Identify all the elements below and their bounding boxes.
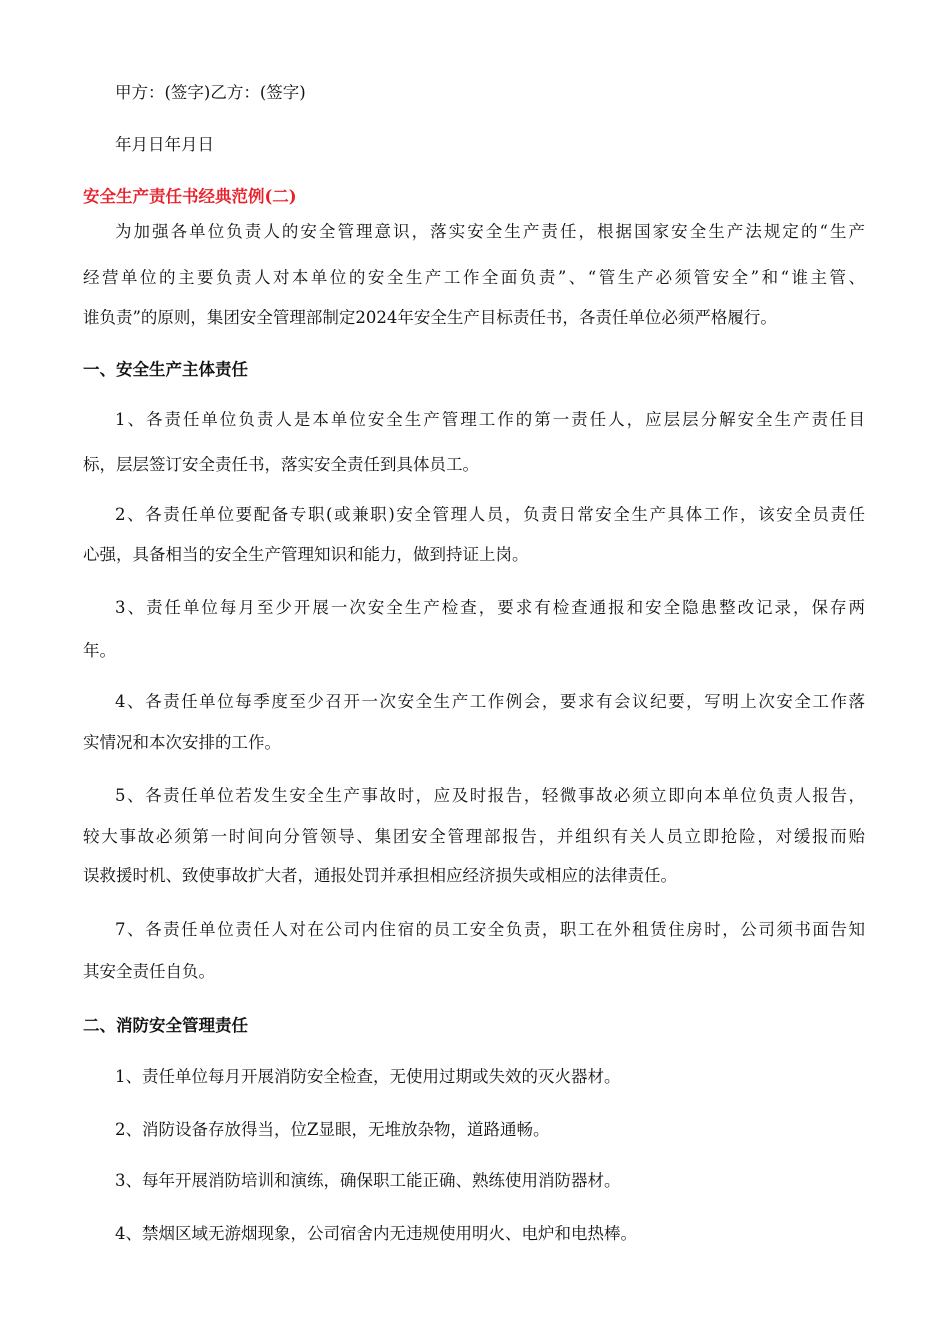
paragraph-line: 4、各责任单位每季度至少召开一次安全生产工作例会，要求有会议纪要，写明上次安全工作落 <box>115 692 865 711</box>
intro-line-1: 为加强各单位负责人的安全管理意识，落实安全生产责任，根据国家安全生产法规定的“生产 <box>115 222 865 241</box>
paragraph-line: 心强，具备相当的安全生产管理知识和能力，做到持证上岗。 <box>83 545 529 564</box>
signature-dates: 年月日年月日 <box>115 135 214 154</box>
list-item: 2、消防设备存放得当，位Z显眼，无堆放杂物，道路通畅。 <box>115 1120 550 1139</box>
paragraph-line: 实情况和本次安排的工作。 <box>83 733 281 752</box>
paragraph-line: 其安全责任自负。 <box>83 962 215 981</box>
intro-line-2: 经营单位的主要负责人对本单位的安全生产工作全面负责”、“管生产必须管安全”和“谁主管、 <box>83 268 865 287</box>
section-heading: 二、消防安全管理责任 <box>83 1016 248 1035</box>
list-item: 3、每年开展消防培训和演练，确保职工能正确、熟练使用消防器材。 <box>115 1171 621 1190</box>
paragraph-line: 较大事故必须第一时间向分管领导、集团安全管理部报告，并组织有关人员立即抢险，对缓报而贻 <box>83 827 865 846</box>
paragraph-line: 3、责任单位每月至少开展一次安全生产检查，要求有检查通报和安全隐患整改记录，保存两 <box>115 598 865 617</box>
paragraph-line: 1、各责任单位负责人是本单位安全生产管理工作的第一责任人，应层层分解安全生产责任目 <box>115 410 865 429</box>
signature-parties: 甲方：(签字)乙方：(签字) <box>115 83 306 102</box>
list-item: 1、责任单位每月开展消防安全检查，无使用过期或失效的灭火器材。 <box>115 1067 621 1086</box>
paragraph-line: 年。 <box>83 641 116 660</box>
paragraph-line: 标，层层签订安全责任书，落实安全责任到具体员工。 <box>83 455 479 474</box>
list-item: 4、禁烟区域无游烟现象，公司宿舍内无违规使用明火、电炉和电热棒。 <box>115 1224 637 1243</box>
paragraph-line: 7、各责任单位责任人对在公司内住宿的员工安全负责，职工在外租赁住房时，公司须书面告知 <box>115 920 865 939</box>
paragraph-line: 5、各责任单位若发生安全生产事故时，应及时报告，轻微事故必须立即向本单位负责人报告， <box>115 786 865 805</box>
section-heading: 一、安全生产主体责任 <box>83 360 248 379</box>
paragraph-line: 误救援时机、致使事故扩大者，通报处罚并承担相应经济损失或相应的法律责任。 <box>83 866 677 885</box>
document-title: 安全生产责任书经典范例(二) <box>83 187 297 206</box>
intro-line-3: 谁负责”的原则，集团安全管理部制定2024年安全生产目标责任书，各责任单位必须严格履行。 <box>83 308 777 327</box>
paragraph-line: 2、各责任单位要配备专职(或兼职)安全管理人员，负责日常安全生产具体工作，该安全员责任 <box>115 505 865 524</box>
